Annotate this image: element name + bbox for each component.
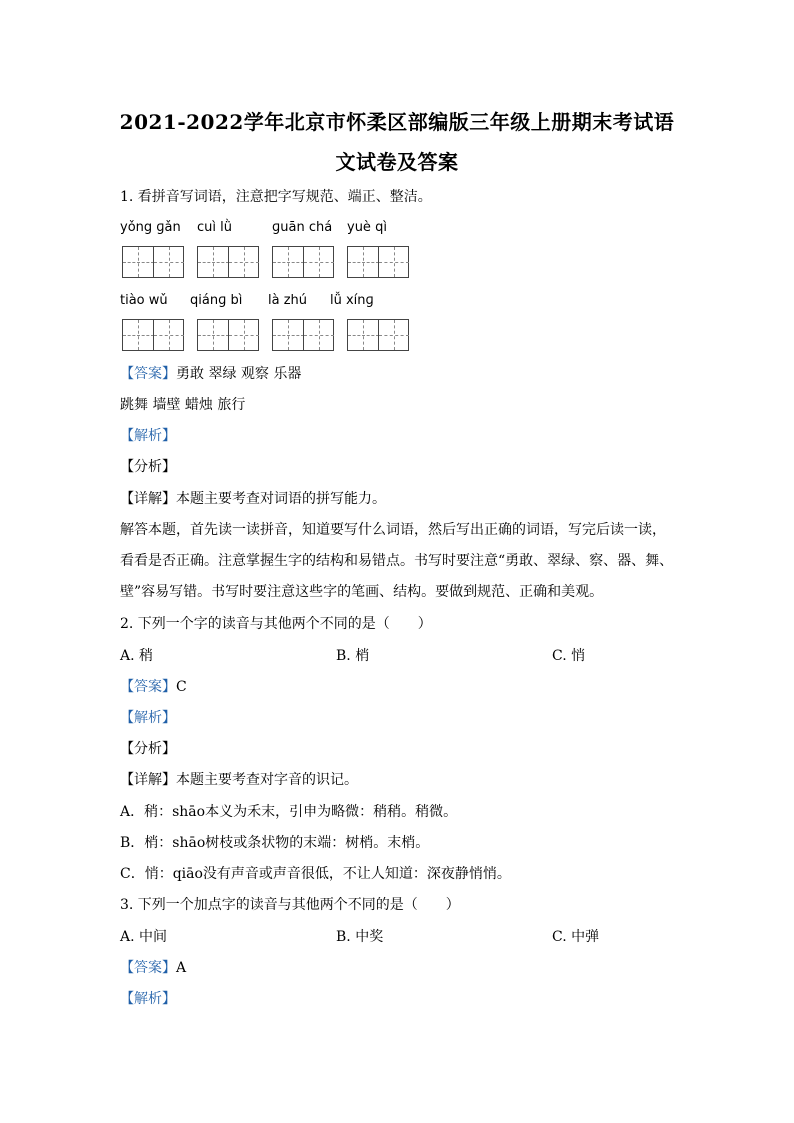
q1-pinyin-7: là zhú: [268, 293, 308, 308]
q3-answer-text: A: [176, 960, 187, 976]
q2-detail-b: B．梢：shāo树枝或条状物的末端：树梢。末梢。: [120, 835, 430, 851]
writing-grid[interactable]: [122, 319, 184, 351]
q2-detail: [120, 769, 358, 789]
q1-answer-text: 勇敢 翠绿 观察 乐器: [176, 366, 302, 382]
writing-grid[interactable]: [122, 246, 184, 278]
q2-answer: [120, 676, 187, 696]
q3-option-a[interactable]: A. 中间: [120, 929, 168, 945]
q2-stem: 2. 下列一个字的读音与其他两个不同的是（ ）: [120, 616, 432, 632]
q1-pinyin-8: lǚ xínɡ: [330, 293, 374, 308]
q1-detail: [120, 488, 386, 508]
q2-detail-c: C．悄：qiāo没有声音或声音很低，不让人知道：深夜静悄悄。: [120, 866, 511, 882]
q1-pinyin-2: cuì lǜ: [197, 220, 232, 235]
q1-jiexi-tag: 【解析】: [120, 428, 176, 444]
q2-jiexi-tag: 【解析】: [120, 710, 176, 726]
q1-fenxi-tag: 【分析】: [120, 459, 176, 475]
writing-grid[interactable]: [197, 246, 259, 278]
q2-answer-text: C: [176, 679, 187, 695]
q1-detail-line-3: 看看是否正确。注意掌握生字的结构和易错点。书写时要注意“勇敢、翠绿、察、器、舞、: [120, 553, 674, 569]
writing-grid[interactable]: [197, 319, 259, 351]
q1-pinyin-3: ɡuān chá: [272, 220, 333, 235]
page-title-line-1: 2021-2022学年北京市怀柔区部编版三年级上册期末考试语: [119, 110, 675, 134]
q3-stem: 3. 下列一个加点字的读音与其他两个不同的是（ ）: [120, 897, 460, 913]
detail-tag: 【详解】: [120, 491, 176, 507]
q3-option-c[interactable]: C. 中弹: [552, 929, 600, 945]
q1-pinyin-5: tiào wǔ: [120, 293, 168, 308]
q3-option-b[interactable]: B. 中奖: [336, 929, 384, 945]
q2-detail-a: A．稍：shāo本义为禾末，引申为略微：稍稍。稍微。: [120, 804, 458, 820]
writing-grid[interactable]: [347, 246, 409, 278]
detail-tag: 【详解】: [120, 772, 176, 788]
q1-detail-line-2: 解答本题，首先读一读拼音，知道要写什么词语，然后写出正确的词语，写完后读一读，: [120, 522, 666, 538]
writing-grid[interactable]: [272, 319, 334, 351]
q1-detail-line-4: 壁”容易写错。书写时要注意这些字的笔画、结构。要做到规范、正确和美观。: [120, 584, 604, 600]
q2-detail-line-1: 本题主要考查对字音的识记。: [176, 772, 358, 788]
q2-option-a[interactable]: A. 稍: [120, 648, 154, 664]
q1-answer-line-2: 跳舞 墙壁 蜡烛 旅行: [120, 397, 246, 413]
q2-option-c[interactable]: C. 悄: [552, 648, 586, 664]
writing-grid[interactable]: [272, 246, 334, 278]
q2-option-b[interactable]: B. 梢: [336, 648, 370, 664]
q2-fenxi-tag: 【分析】: [120, 741, 176, 757]
q1-answer: [120, 363, 301, 383]
q3-answer: [120, 957, 186, 977]
q3-jiexi-tag: 【解析】: [120, 991, 176, 1007]
page-title-line-2: 文试卷及答案: [335, 150, 459, 174]
q1-stem: 1. 看拼音写词语，注意把字写规范、端正、整洁。: [120, 189, 432, 205]
writing-grid[interactable]: [347, 319, 409, 351]
q1-detail-line-1: 本题主要考查对词语的拼写能力。: [176, 491, 386, 507]
q1-pinyin-4: yuè qì: [347, 220, 387, 235]
answer-tag: 【答案】: [120, 679, 176, 695]
answer-tag: 【答案】: [120, 960, 176, 976]
answer-tag: 【答案】: [120, 366, 176, 382]
q1-pinyin-6: qiánɡ bì: [190, 293, 243, 308]
q1-pinyin-1: yǒng ɡǎn: [120, 220, 181, 235]
